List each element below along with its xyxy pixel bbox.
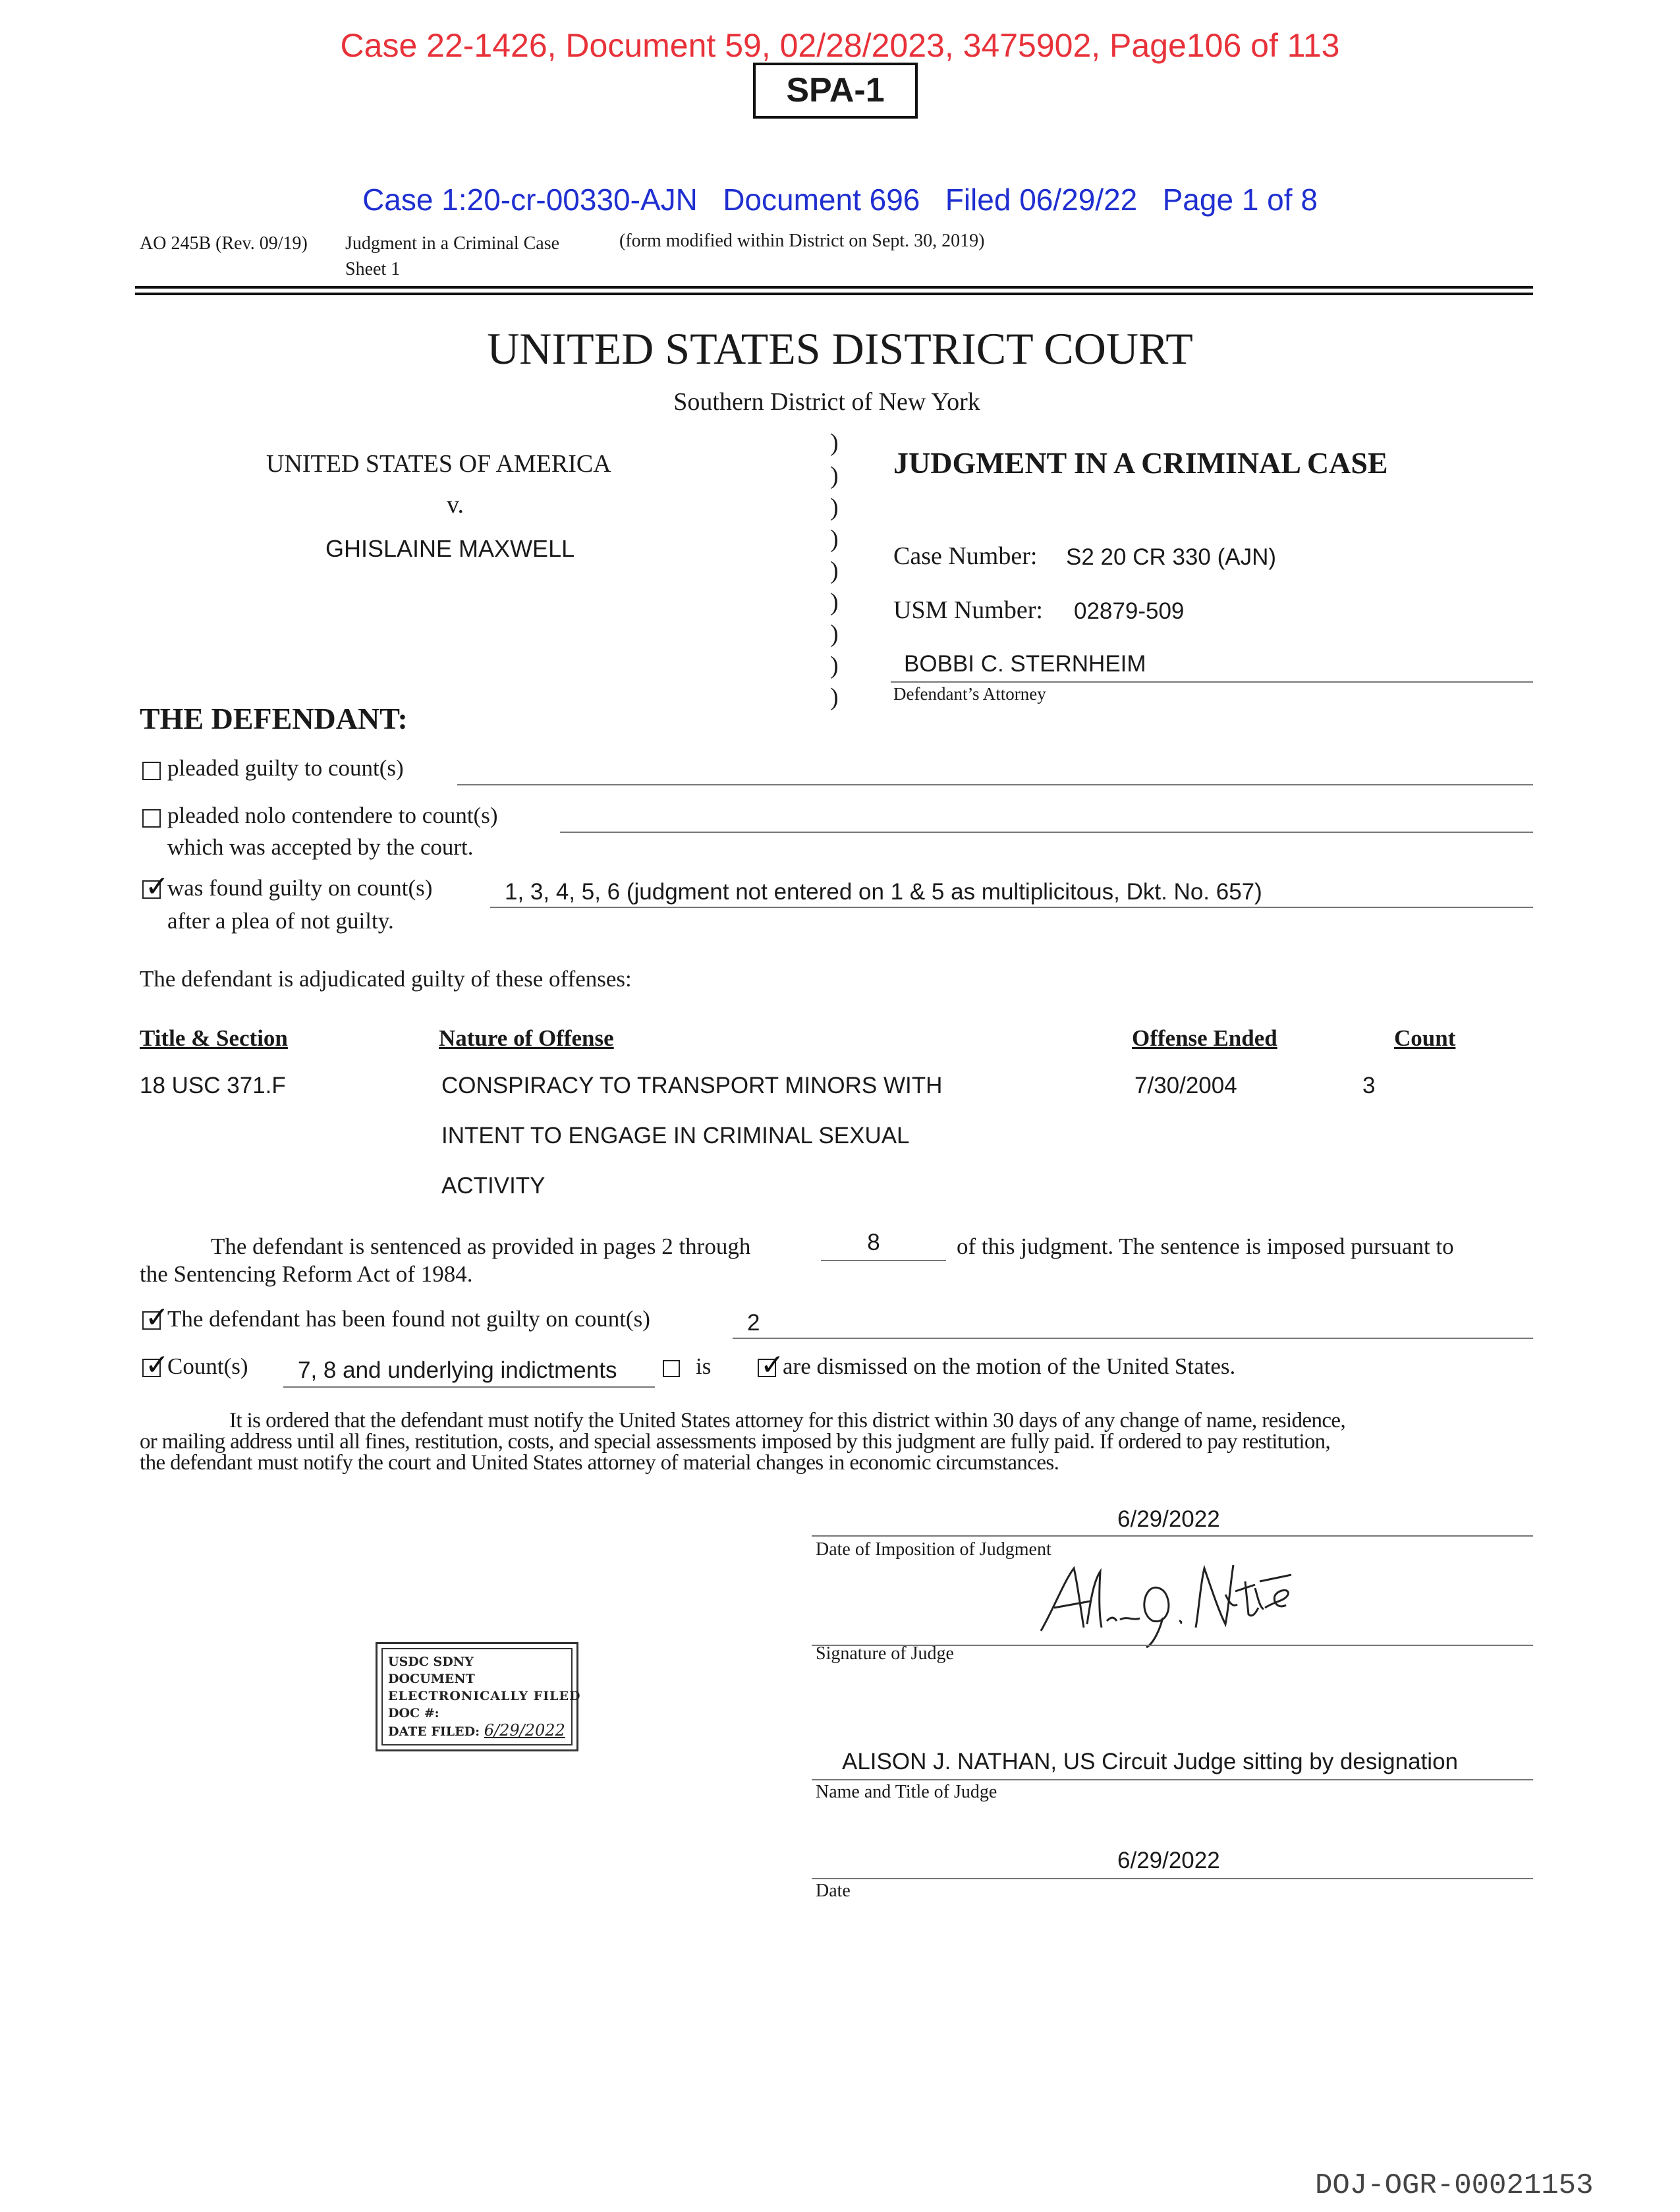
col-header-count: Count: [1394, 1025, 1456, 1051]
judgment-title: JUDGMENT IN A CRIMINAL CASE: [893, 446, 1388, 480]
pleaded-nolo-label: pleaded nolo contendere to count(s): [167, 803, 498, 828]
court-district: Southern District of New York: [673, 388, 980, 416]
offense-count: 3: [1362, 1073, 1376, 1098]
district-header: Case 1:20-cr-00330-AJN Document 696 Filed 06/29/22 Page 1 of 8: [362, 183, 1318, 217]
stamp-date-label: DATE FILED:: [388, 1724, 480, 1739]
sentence-text-after: of this judgment. The sentence is imposed pursuant to: [957, 1234, 1454, 1259]
not-guilty-label: The defendant has been found not guilty on count(s): [167, 1306, 650, 1332]
pleaded-guilty-checkbox[interactable]: [142, 762, 161, 780]
appellate-header: Case 22-1426, Document 59, 02/28/2023, 3475902, Page106 of 113: [340, 27, 1340, 64]
court-name: UNITED STATES DISTRICT COURT: [487, 324, 1193, 374]
dismissed-counts: 7, 8 and underlying indictments: [298, 1357, 617, 1383]
counts-checkbox[interactable]: [142, 1348, 169, 1382]
found-guilty-counts: 1, 3, 4, 5, 6 (judgment not entered on 1 & 5 as multiplicitous, Dkt. No. 657): [505, 879, 1262, 905]
stamp-date-value: 6/29/2022: [484, 1721, 565, 1740]
usm-number-label: USM Number:: [893, 596, 1043, 624]
date-line: [812, 1878, 1533, 1879]
defense-attorney: BOBBI C. STERNHEIM: [904, 651, 1146, 677]
judge-name-line: [812, 1779, 1533, 1780]
stamp-line: DOCUMENT: [388, 1672, 475, 1686]
defendant-name: GHISLAINE MAXWELL: [325, 535, 575, 562]
form-id: AO 245B (Rev. 09/19): [140, 233, 308, 254]
pleaded-nolo-line: [560, 832, 1533, 833]
counts-label: Count(s): [167, 1353, 248, 1379]
not-guilty-line: [733, 1338, 1533, 1339]
found-guilty-label-2: after a plea of not guilty.: [167, 908, 394, 934]
header-rule-bottom: [135, 293, 1533, 295]
adjudicated-text: The defendant is adjudicated guilty of these offenses:: [140, 966, 632, 992]
stamp-line: DOC #:: [388, 1706, 439, 1720]
dismissed-counts-line: [283, 1386, 655, 1388]
judge-name-title: ALISON J. NATHAN, US Circuit Judge sitting by designation: [842, 1749, 1459, 1774]
usm-number: 02879-509: [1074, 598, 1185, 624]
is-checkbox[interactable]: [663, 1360, 680, 1377]
imposition-date: 6/29/2022: [1117, 1506, 1220, 1532]
sentence-pages: 8: [867, 1230, 880, 1255]
is-label: is: [696, 1353, 712, 1379]
not-guilty-checkbox[interactable]: [142, 1301, 169, 1334]
spa-label: [753, 63, 918, 119]
sentence-pages-line: [821, 1260, 946, 1261]
found-guilty-checkmark: ✓: [145, 870, 169, 903]
col-header-nature: Nature of Offense: [439, 1025, 614, 1051]
attorney-label: Defendant’s Attorney: [893, 684, 1046, 704]
spa-label-text: SPA-1: [786, 71, 885, 109]
offense-title-section: 18 USC 371.F: [140, 1073, 286, 1098]
are-checkbox[interactable]: [758, 1348, 785, 1382]
form-note: (form modified within District on Sept. 30, 2019): [619, 231, 985, 251]
imposition-label: Date of Imposition of Judgment: [816, 1539, 1051, 1560]
are-checkmark: ✓: [760, 1348, 785, 1382]
notice-line-2: or mailing address until all fines, restitution, costs, and special assessments imposed by this judgment are fully paid. If ordered to pay restitution,: [140, 1430, 1331, 1454]
versus: v.: [447, 491, 464, 519]
pleaded-nolo-checkbox[interactable]: [142, 809, 161, 828]
imposition-line: [812, 1535, 1533, 1537]
offense-nature-line: CONSPIRACY TO TRANSPORT MINORS WITH: [441, 1073, 943, 1098]
pleaded-guilty-label: pleaded guilty to count(s): [167, 755, 404, 781]
sentence-text: The defendant is sentenced as provided in pages 2 through: [211, 1234, 751, 1259]
notice-line-1: It is ordered that the defendant must notify the United States attorney for this district within 30 days of any change of name, residence,: [229, 1409, 1346, 1432]
not-guilty-counts: 2: [747, 1310, 760, 1336]
form-sheet: Sheet 1: [345, 259, 401, 279]
name-title-label: Name and Title of Judge: [816, 1782, 997, 1802]
header-rule-top: [135, 286, 1533, 289]
counts-checkmark: ✓: [145, 1348, 169, 1382]
plaintiff-name: UNITED STATES OF AMERICA: [266, 450, 611, 478]
case-number-label: Case Number:: [893, 542, 1038, 570]
stamp-line: USDC SDNY: [388, 1655, 474, 1669]
attorney-line: [891, 681, 1533, 683]
found-guilty-checkbox[interactable]: [142, 870, 169, 903]
filing-stamp: [376, 1642, 581, 1751]
judgment-date: 6/29/2022: [1117, 1848, 1220, 1873]
found-guilty-line: [490, 907, 1533, 908]
offense-ended: 7/30/2004: [1134, 1073, 1237, 1098]
bates-number: DOJ-OGR-00021153: [1315, 2169, 1594, 2202]
offense-nature-line: ACTIVITY: [441, 1173, 546, 1199]
offense-nature-line: INTENT TO ENGAGE IN CRIMINAL SEXUAL: [441, 1123, 910, 1149]
form-title: Judgment in a Criminal Case: [345, 233, 560, 254]
col-header-ended: Offense Ended: [1132, 1025, 1277, 1051]
col-header-title-section: Title & Section: [140, 1025, 288, 1051]
notice-line-3: the defendant must notify the court and United States attorney of material changes in economic circumstances.: [140, 1451, 1059, 1475]
case-number: S2 20 CR 330 (AJN): [1066, 544, 1277, 570]
stamp-line: ELECTRONICALLY FILED: [388, 1689, 581, 1703]
are-label: are dismissed on the motion of the United States.: [783, 1353, 1236, 1379]
not-guilty-checkmark: ✓: [145, 1301, 169, 1334]
judge-signature: [1028, 1555, 1318, 1654]
pleaded-nolo-label-2: which was accepted by the court.: [167, 834, 474, 860]
date-label: Date: [816, 1881, 851, 1901]
pleaded-guilty-line: [457, 784, 1533, 785]
signature-label: Signature of Judge: [816, 1643, 954, 1664]
found-guilty-label: was found guilty on count(s): [167, 875, 433, 901]
defendant-heading: THE DEFENDANT:: [140, 702, 408, 735]
sentence-text-line2: the Sentencing Reform Act of 1984.: [140, 1261, 473, 1287]
